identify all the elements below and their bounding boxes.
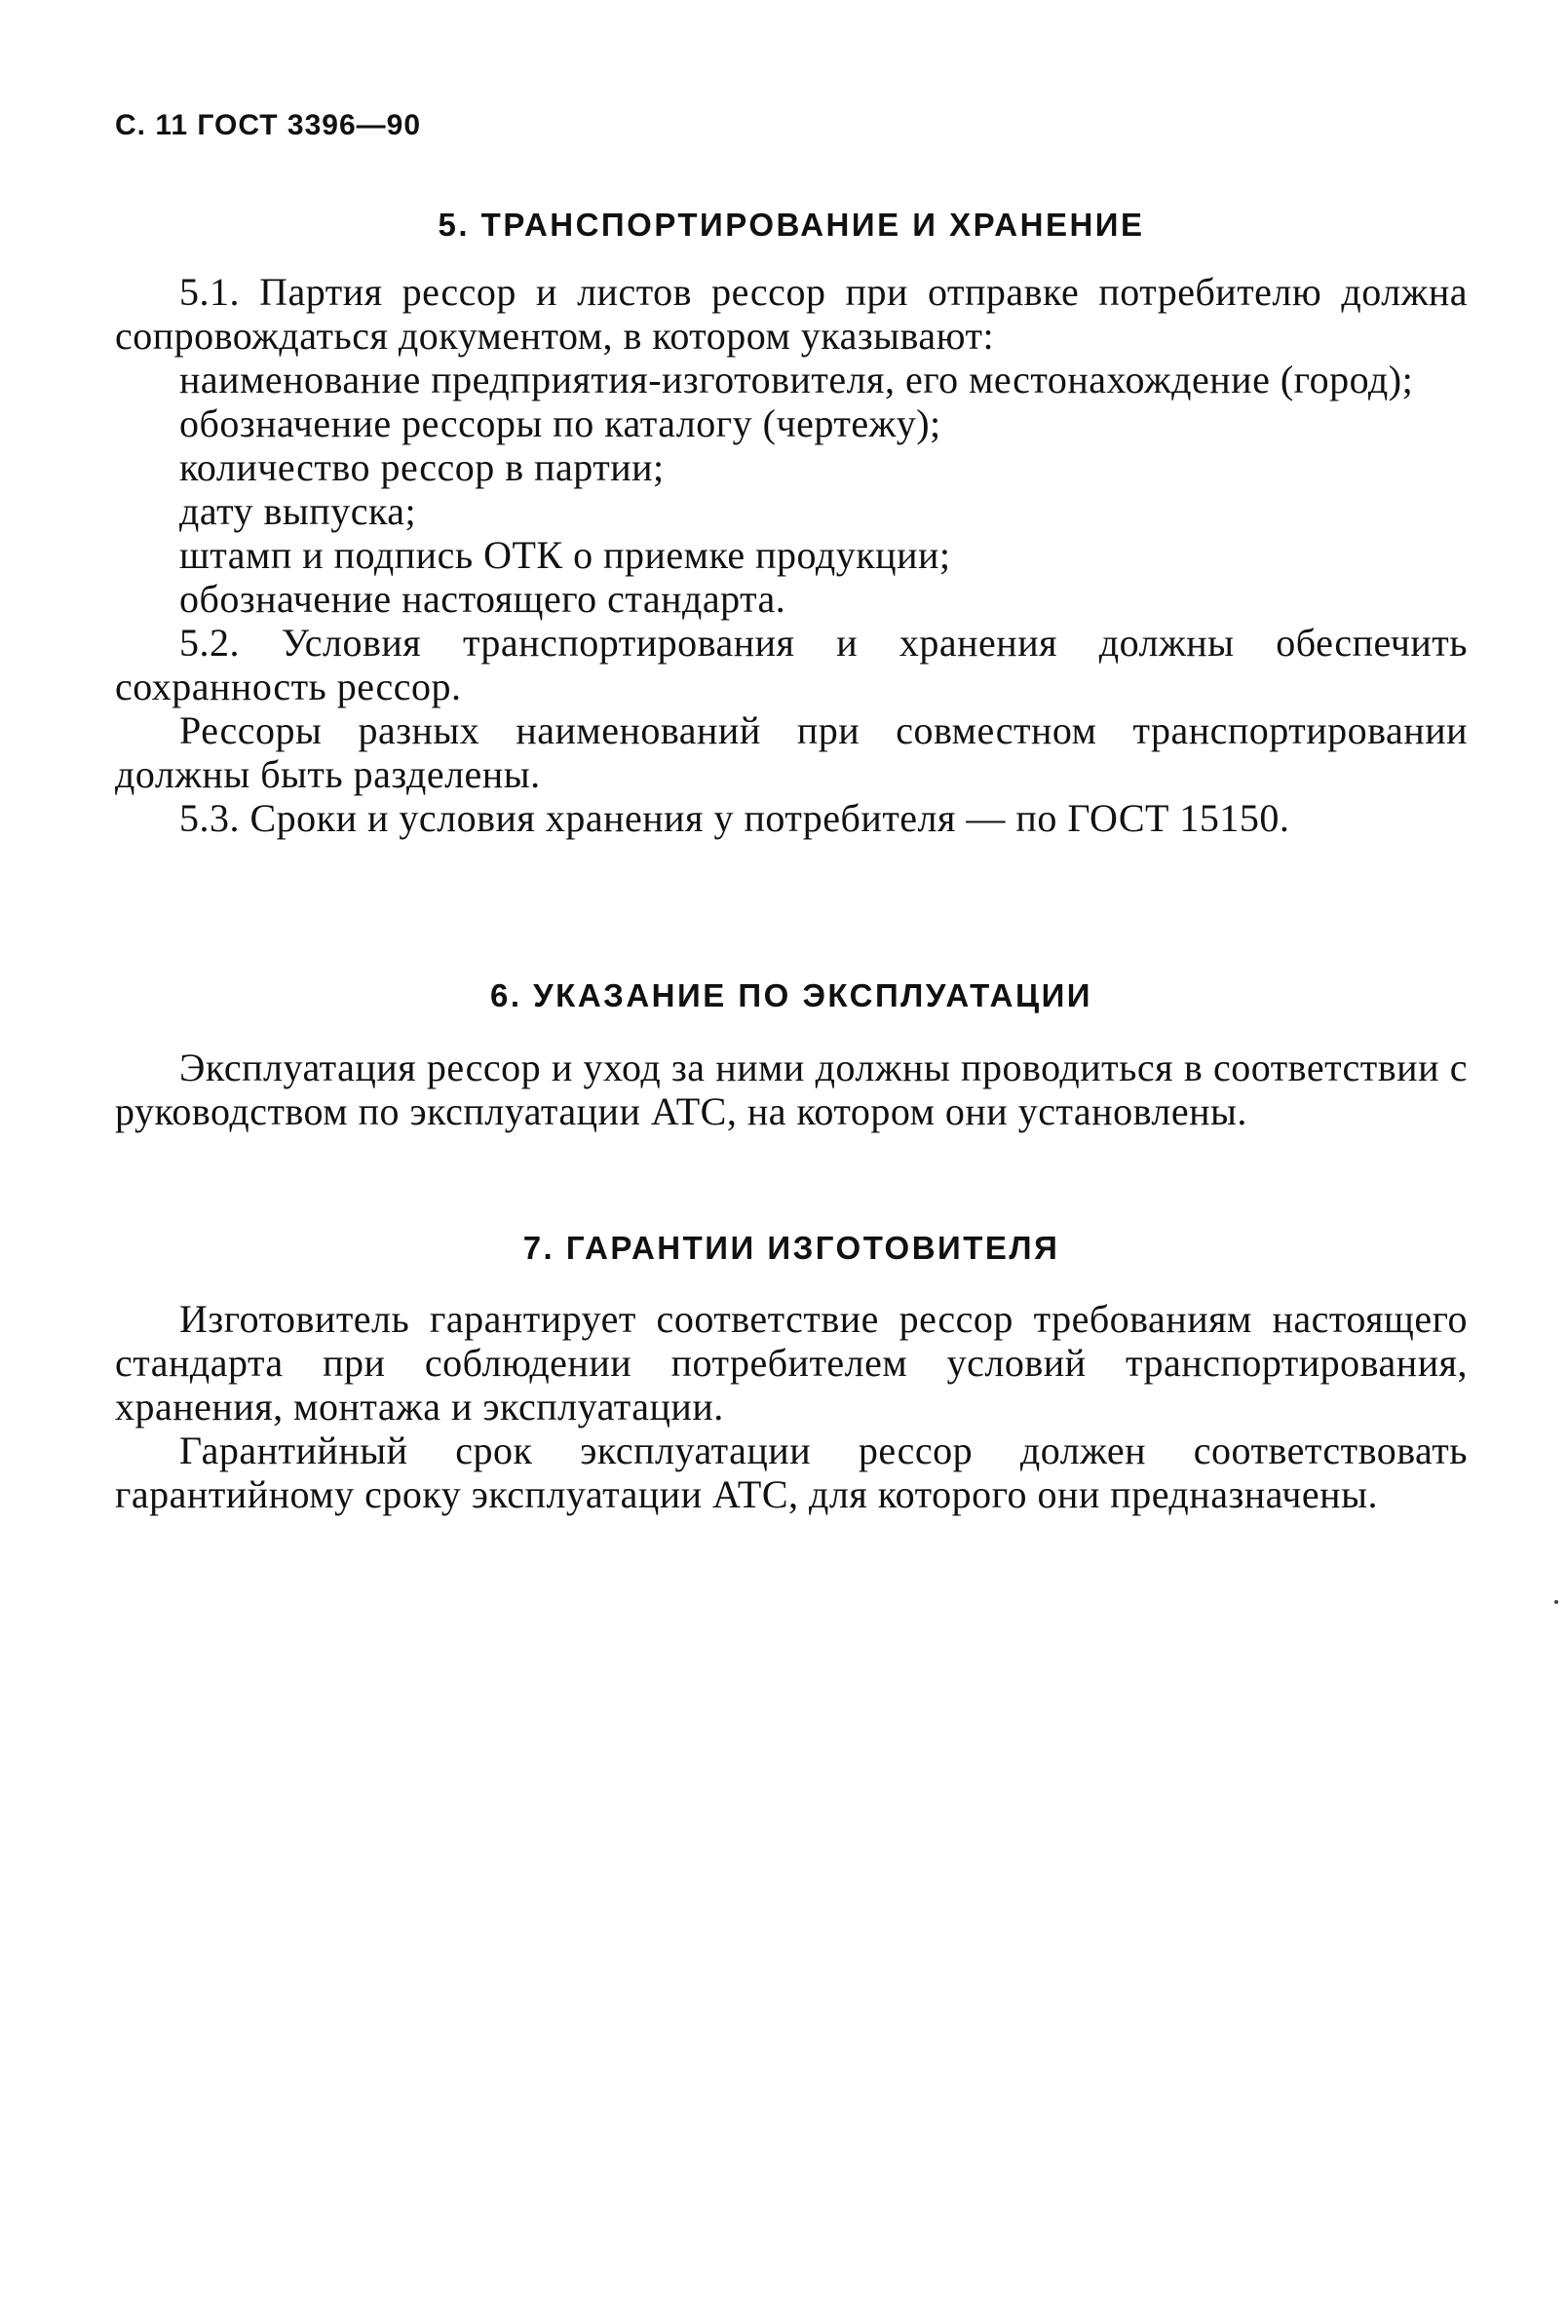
- section-7-paragraph-1: Изготовитель гарантирует соответствие рессор требованиям настоящего стандарта при соблюдении потребителем условий транспортирования, хранения, монтажа и эксплуатации.: [115, 1297, 1468, 1429]
- section-5-body: [115, 270, 1468, 840]
- list-item: штамп и подпись ОТК о приемке продукции;: [179, 533, 951, 577]
- section-5-title: 5. ТРАНСПОРТИРОВАНИЕ И ХРАНЕНИЕ: [438, 207, 1145, 243]
- scan-speck: [1554, 1600, 1558, 1604]
- list-item: дату выпуска;: [179, 489, 417, 533]
- page-header: С. 11 ГОСТ 3396—90: [115, 109, 422, 141]
- clause-5-3: 5.3. Сроки и условия хранения у потребителя — по ГОСТ 15150.: [179, 796, 1290, 840]
- section-7-title: 7. ГАРАНТИИ ИЗГОТОВИТЕЛЯ: [522, 1230, 1060, 1266]
- list-item: обозначение рессоры по каталогу (чертежу);: [179, 401, 941, 445]
- section-6-paragraph: Эксплуатация рессор и уход за ними должны проводиться в соответствии с руководством по эксплуатации АТС, на котором они установлены.: [115, 1046, 1468, 1133]
- clause-5-1: 5.1. Партия рессор и листов рессор при отправке потребителю должна сопровождаться документом, в котором указывают:: [115, 270, 1468, 358]
- section-6-body: [115, 1046, 1468, 1133]
- list-item: обозначение настоящего стандарта.: [179, 577, 786, 621]
- list-item: количество рессор в партии;: [179, 445, 665, 489]
- section-7-paragraph-2: Гарантийный срок эксплуатации рессор должен соответствовать гарантийному сроку эксплуатации АТС, для которого они предназначены.: [115, 1429, 1468, 1516]
- section-6-title: 6. УКАЗАНИЕ ПО ЭКСПЛУАТАЦИИ: [489, 977, 1093, 1013]
- section-7-body: [115, 1297, 1468, 1516]
- clause-5-2-note: Рессоры разных наименований при совместном транспортировании должны быть разделены.: [115, 708, 1468, 796]
- clause-5-2: 5.2. Условия транспортирования и хранения должны обеспечить сохранность рессор.: [115, 621, 1468, 708]
- list-item: наименование предприятия-изготовителя, его местонахождение (город);: [179, 358, 1414, 401]
